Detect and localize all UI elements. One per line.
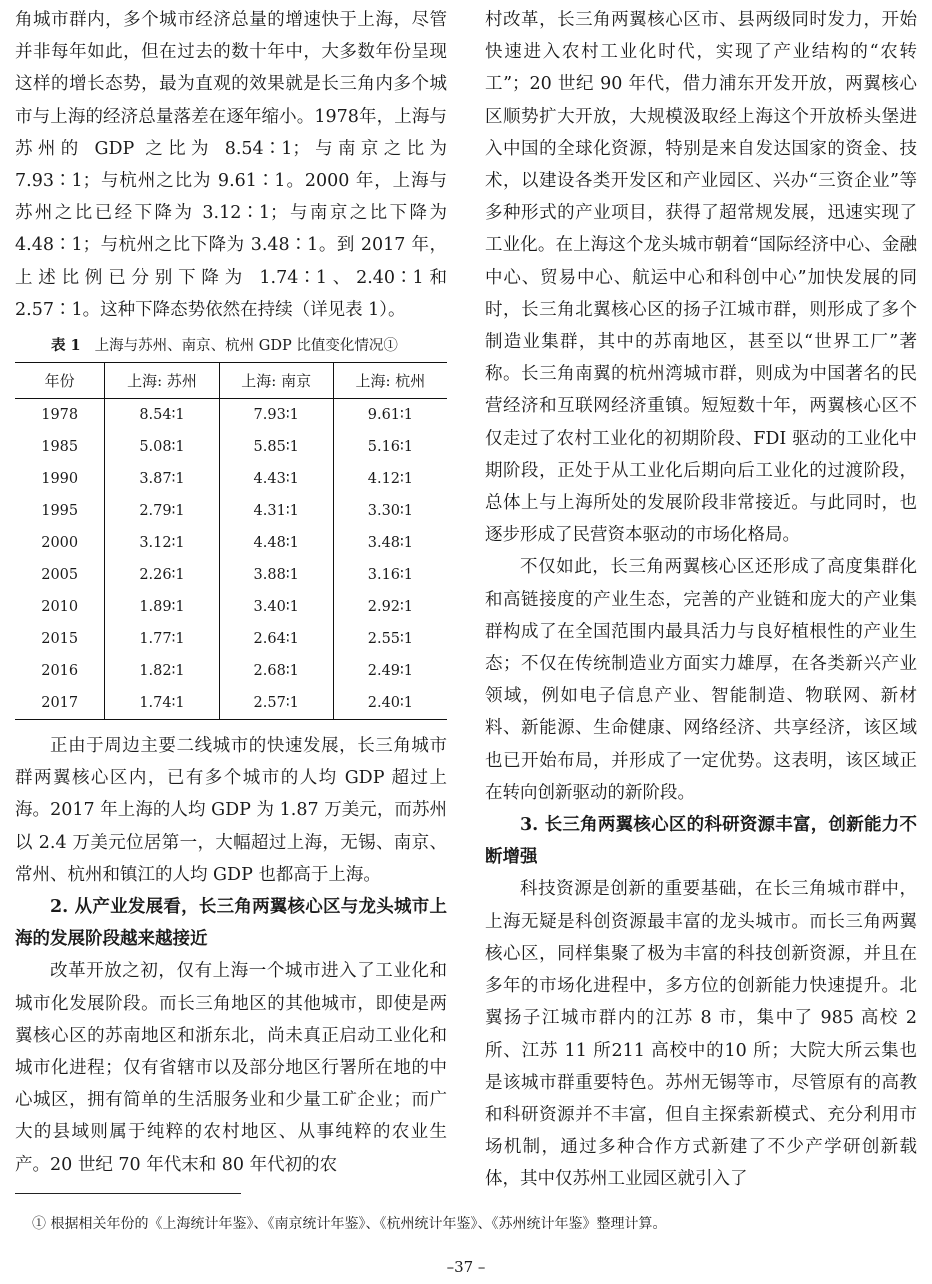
ratio-cell: 5.16∶1 <box>333 431 447 463</box>
section-heading <box>15 891 447 955</box>
table-row <box>15 559 447 591</box>
ratio-cell: 3.48∶1 <box>333 527 447 559</box>
table-row <box>15 431 447 463</box>
table-header-row <box>15 363 447 399</box>
year-cell: 1995 <box>41 503 79 520</box>
year-cell: 1990 <box>41 471 79 488</box>
table-header-cell: 上海: 苏州 <box>105 363 219 399</box>
left-column <box>15 4 447 1181</box>
table-row <box>15 623 447 655</box>
ratio-cell: 1.82∶1 <box>105 655 219 687</box>
ratio-cell: 5.08∶1 <box>105 431 219 463</box>
year-cell: 2017 <box>41 695 79 712</box>
ratio-cell: 2.79∶1 <box>105 495 219 527</box>
body-paragraph: 村改革，长三角两翼核心区市、县两级同时发力，开始快速进入农村工业化时代，实现了产业结构的“农转工”；20 世纪 90 年代，借力浦东开发开放，两翼核心区顺势扩大开放，大规模汲取经上海这个开放桥头堡进入中国的全球化资源，特别是来自发达国家的资金、技术，以建设各类开发区和产业园区、兴办“三资企业”等多种形式的产业项目，获得了超常规发展，迅速实现了工业化。在上海这个龙头城市朝着“国际经济中心、金融中心、贸易中心、航运中心和科创中心”加快发展的同时，长三角北翼核心区的扬子江城市群，则形成了多个制造业集群，其中的苏南地区，甚至以“世界工厂”著称。长三角南翼的杭州湾城市群，则成为中国著名的民营经济和互联网经济重镇。短短数十年，两翼核心区不仅走过了农村工业化的初期阶段、FDI 驱动的工业化中期阶段，正处于从工业化后期向后工业化的过渡阶段，总体上与上海所处的发展阶段非常接近。与此同时，也逐步形成了民营资本驱动的市场化格局。 <box>485 10 917 546</box>
ratio-cell: 1.74∶1 <box>105 687 219 720</box>
table-label: 表 1 <box>51 337 81 355</box>
table-row <box>15 591 447 623</box>
section-title: 长三角两翼核心区的科研资源丰富，创新能力不断增强 <box>485 815 918 868</box>
table-row <box>15 527 447 559</box>
ratio-cell: 9.61∶1 <box>333 399 447 432</box>
ratio-cell: 4.43∶1 <box>219 463 333 495</box>
ratio-cell: 5.85∶1 <box>219 431 333 463</box>
table-header-cell: 年份 <box>15 363 105 399</box>
body-paragraph: 角城市群内，多个城市经济总量的增速快于上海，尽管并非每年如此，但在过去的数十年中，大多数年份呈现这样的增长态势，最为直观的效果就是长三角内多个城市与上海的经济总量落差在逐年缩小。1978年，上海与苏州的 GDP 之比为 8.54∶1；与南京之比为 7.93∶1；与杭州之比为 9.61∶1。2000 年，上海与苏州之比已经下降为 3.12∶1；与南京之比下降为4.48∶1；与杭州之比下降为 3.48∶1。到 2017 年，上述比例已分别下降为 1.74∶1、2.40∶1和 2.57∶1。这种下降态势依然在持续（详见表 1）。 <box>15 10 447 320</box>
ratio-cell: 8.54∶1 <box>105 399 219 432</box>
ratio-cell: 1.89∶1 <box>105 591 219 623</box>
section-number: 3. <box>520 815 539 836</box>
ratio-cell: 4.31∶1 <box>219 495 333 527</box>
ratio-cell: 7.93∶1 <box>219 399 333 432</box>
ratio-cell: 2.57∶1 <box>219 687 333 720</box>
body-paragraph: 不仅如此，长三角两翼核心区还形成了高度集群化和高链接度的产业生态，完善的产业链和庞大的产业集群构成了在全国范围内最具活力与良好植根性的产业生态；不仅在传统制造业方面实力雄厚，在各类新兴产业领域，例如电子信息产业、智能制造、物联网、新材料、新能源、生命健康、网络经济、共享经济，该区域也已开始布局，并形成了一定优势。这表明，该区域正在转向创新驱动的新阶段。 <box>485 557 917 803</box>
gdp-ratio-table <box>15 362 447 720</box>
table-row <box>15 687 447 720</box>
ratio-cell: 3.12∶1 <box>105 527 219 559</box>
section-heading <box>485 809 917 873</box>
table-row <box>15 495 447 527</box>
body-paragraph: 科技资源是创新的重要基础，在长三角城市群中，上海无疑是科创资源最丰富的龙头城市。而长三角两翼核心区，同样集聚了极为丰富的科技创新资源，并且在多年的市场化进程中，多方位的创新能力快速提升。北翼扬子江城市群内的江苏 8 市，集中了 985 高校 2 所、江苏 11 所211 高校中的10 所；大院大所云集也是该城市群重要特色。苏州无锡等市，尽管原有的高教和科研资源并不丰富，但自主探索新模式、充分利用市场机制，通过多种合作方式新建了不少产学研创新载体，其中仅苏州工业园区就引入了 <box>485 879 917 1190</box>
table-caption <box>15 336 447 356</box>
right-column <box>485 4 917 1196</box>
ratio-cell: 2.26∶1 <box>105 559 219 591</box>
table-title: 上海与苏州、南京、杭州 GDP 比值变化情况① <box>94 338 398 355</box>
year-cell: 2015 <box>41 631 79 648</box>
table-header-cell: 上海: 杭州 <box>333 363 447 399</box>
ratio-cell: 3.87∶1 <box>105 463 219 495</box>
ratio-cell: 3.30∶1 <box>333 495 447 527</box>
ratio-cell: 2.55∶1 <box>333 623 447 655</box>
year-cell: 2000 <box>41 535 79 552</box>
table-row <box>15 655 447 687</box>
ratio-cell: 2.68∶1 <box>219 655 333 687</box>
ratio-cell: 3.16∶1 <box>333 559 447 591</box>
ratio-cell: 2.40∶1 <box>333 687 447 720</box>
body-paragraph: 改革开放之初，仅有上海一个城市进入了工业化和城市化发展阶段。而长三角地区的其他城市，即使是两翼核心区的苏南地区和浙东北，尚未真正启动工业化和城市化进程；仅有省辖市以及部分地区行署所在地的中心城区，拥有简单的生活服务业和少量工矿企业；而广大的县域则属于纯粹的农村地区、从事纯粹的农业生产。20 世纪 70 年代末和 80 年代初的农 <box>15 961 447 1175</box>
table-row <box>15 399 447 432</box>
section-number: 2. <box>50 897 69 918</box>
year-cell: 2005 <box>41 567 79 584</box>
body-paragraph: 正由于周边主要二线城市的快速发展，长三角城市群两翼核心区内，已有多个城市的人均 GDP 超过上海。2017 年上海的人均 GDP 为 1.87 万美元，而苏州以 2.4 万美元位居第一，大幅超过上海，无锡、南京、常州、杭州和镇江的人均 GDP 也都高于上海。 <box>15 736 447 885</box>
ratio-cell: 4.12∶1 <box>333 463 447 495</box>
year-cell: 2010 <box>41 599 79 616</box>
footnote-divider <box>15 1193 241 1194</box>
table-row <box>15 463 447 495</box>
footnote: ① 根据相关年份的《上海统计年鉴》、《南京统计年鉴》、《杭州统计年鉴》、《苏州统计年鉴》整理计算。 <box>32 1216 667 1232</box>
year-cell: 1978 <box>41 407 79 424</box>
year-cell: 1985 <box>41 439 79 456</box>
section-title: 从产业发展看，长三角两翼核心区与龙头城市上海的发展阶段越来越接近 <box>15 897 448 950</box>
ratio-cell: 2.92∶1 <box>333 591 447 623</box>
ratio-cell: 2.64∶1 <box>219 623 333 655</box>
ratio-cell: 1.77∶1 <box>105 623 219 655</box>
table-header-cell: 上海: 南京 <box>219 363 333 399</box>
ratio-cell: 3.88∶1 <box>219 559 333 591</box>
ratio-cell: 4.48∶1 <box>219 527 333 559</box>
year-cell: 2016 <box>41 663 79 680</box>
ratio-cell: 3.40∶1 <box>219 591 333 623</box>
ratio-cell: 2.49∶1 <box>333 655 447 687</box>
page-number: –37 – <box>446 1258 486 1276</box>
